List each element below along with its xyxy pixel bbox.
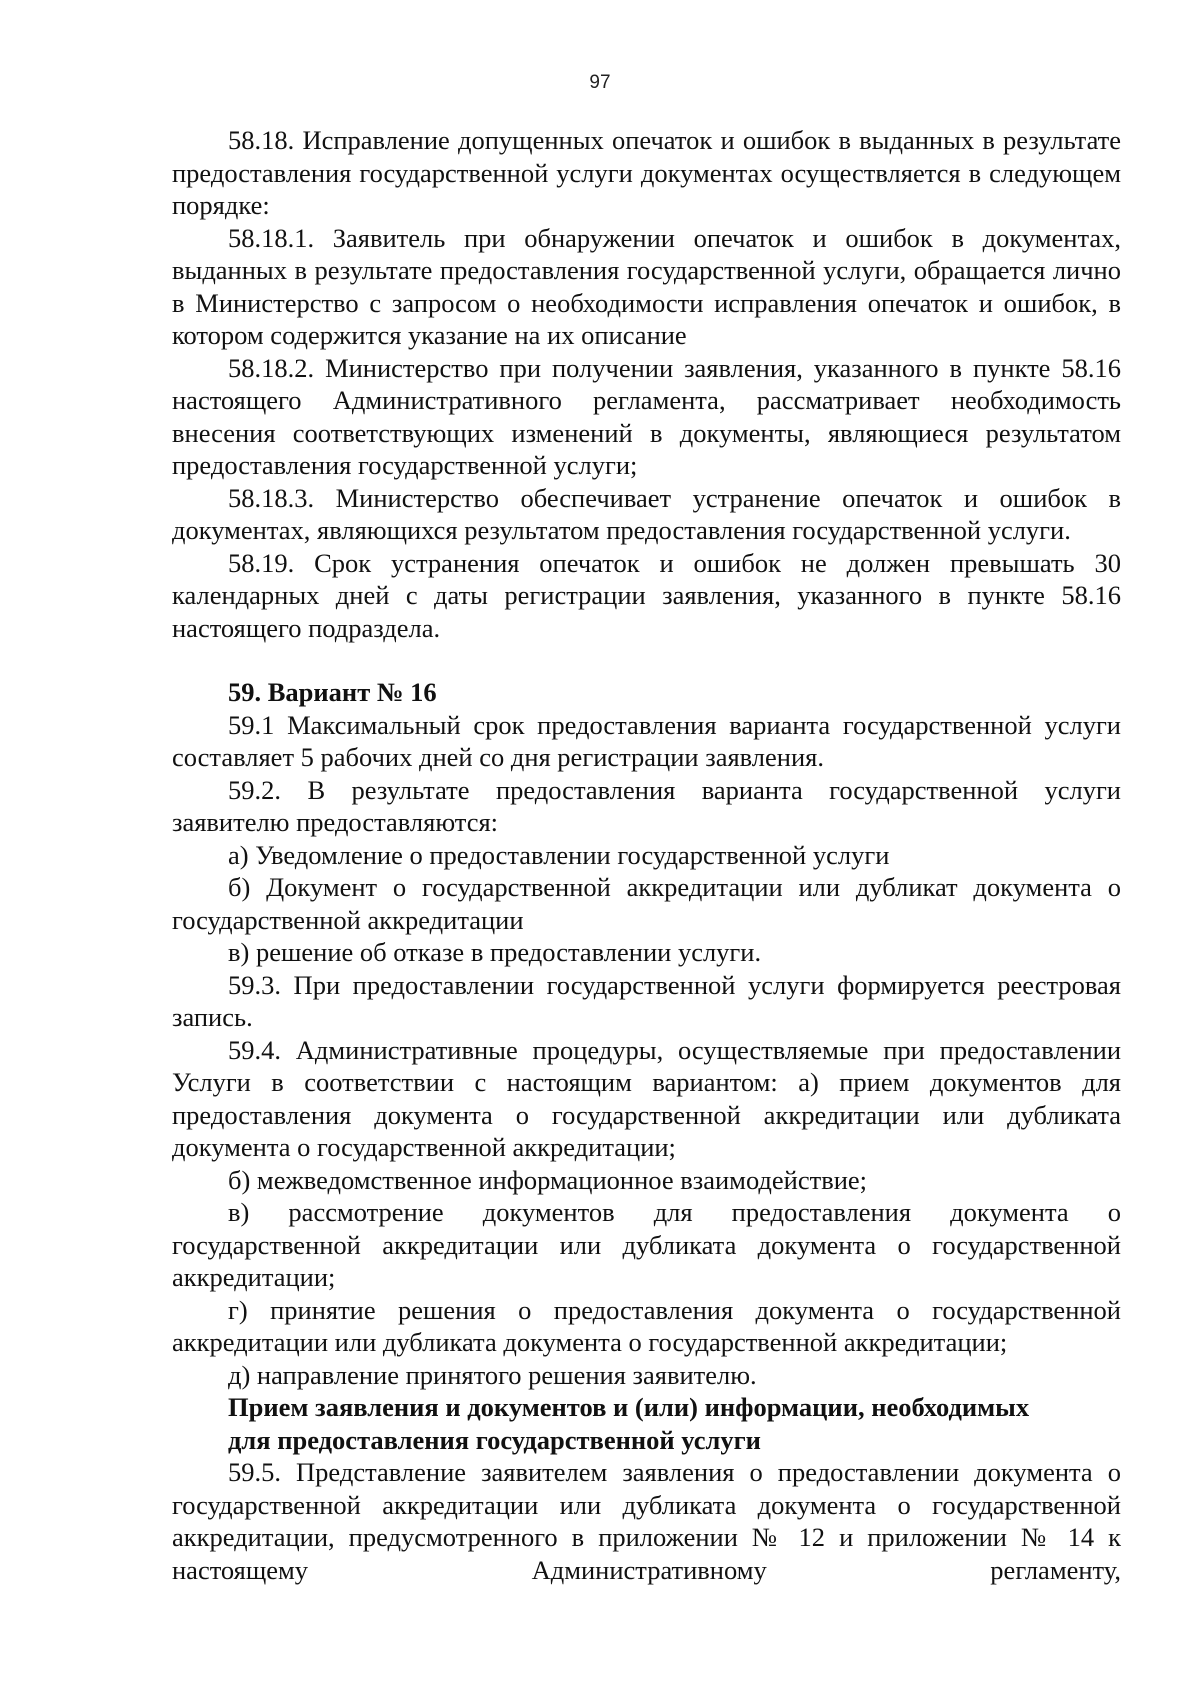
document-body — [172, 124, 1121, 1586]
paragraph-58-18: 58.18. Исправление допущенных опечаток и ошибок в выданных в результате предоставления государственной услуги документах осуществляется в следующем порядке: — [172, 125, 1121, 220]
page-number: 97 — [589, 72, 611, 93]
procedure-item-d: д) направление принятого решения заявителю. — [228, 1359, 757, 1390]
list-item-a: а) Уведомление о предоставлении государственной услуги — [228, 839, 890, 870]
list-item-v: в) решение об отказе в предоставлении услуги. — [228, 937, 762, 967]
subsection-heading-line2: для предоставления государственной услуги — [228, 1424, 761, 1455]
subsection-heading — [172, 1391, 1121, 1456]
paragraph-59-4: 59.4. Административные процедуры, осуществляемые при предоставлении Услуги в соответствии с настоящим вариантом: а) прием документов для предоставления документа о государственной аккредитации или дубликата документа о государственной аккредитации; — [172, 1034, 1121, 1162]
list-item-b: б) Документ о государственной аккредитации или дубликат документа о государственной аккредитации — [172, 872, 1121, 935]
paragraph-58-18-1: 58.18.1. Заявитель при обнаружении опечаток и ошибок в документах, выданных в результате предоставления государственной услуги, обращается лично в Министерство с запросом о необходимости исправления опечаток и ошибок, в котором содержится указание на их описание — [172, 222, 1121, 350]
paragraph-58-18-2: 58.18.2. Министерство при получении заявления, указанного в пункте 58.16 настоящего Административного регламента, рассматривает необходимость внесения соответствующих изменений в документы, являющиеся результатом предоставления государственной услуги; — [172, 352, 1121, 480]
paragraph-59-5: 59.5. Представление заявителем заявления о предоставлении документа о государственной аккредитации или дубликата документа о государственной аккредитации, предусмотренного в приложении № 12 и приложении № 14 к настоящему Административному регламенту, — [172, 1457, 1121, 1585]
paragraph-58-19: 58.19. Срок устранения опечаток и ошибок не должен превышать 30 календарных дней с даты регистрации заявления, указанного в пункте 58.16 настоящего подраздела. — [172, 547, 1121, 643]
paragraph-58-18-3: 58.18.3. Министерство обеспечивает устранение опечаток и ошибок в документах, являющихся результатом предоставления государственной услуги. — [172, 482, 1121, 545]
section-spacer — [172, 644, 1121, 676]
variant-heading: 59. Вариант № 16 — [228, 677, 437, 707]
procedure-item-v: в) рассмотрение документов для предоставления документа о государственной аккредитации или дубликата документа о государственной аккредитации; — [172, 1197, 1121, 1292]
procedure-item-g: г) принятие решения о предоставления документа о государственной аккредитации или дубликата документа о государственной аккредитации; — [172, 1294, 1121, 1357]
paragraph-59-2: 59.2. В результате предоставления варианта государственной услуги заявителю предоставляются: — [172, 774, 1121, 837]
procedure-item-b: б) межведомственное информационное взаимодействие; — [228, 1164, 868, 1195]
paragraph-59-3: 59.3. При предоставлении государственной услуги формируется реестровая запись. — [172, 969, 1121, 1032]
paragraph-59-1: 59.1 Максимальный срок предоставления варианта государственной услуги составляет 5 рабочих дней со дня регистрации заявления. — [172, 709, 1121, 772]
subsection-heading-line1: Прием заявления и документов и (или) информации, необходимых — [228, 1392, 1030, 1422]
